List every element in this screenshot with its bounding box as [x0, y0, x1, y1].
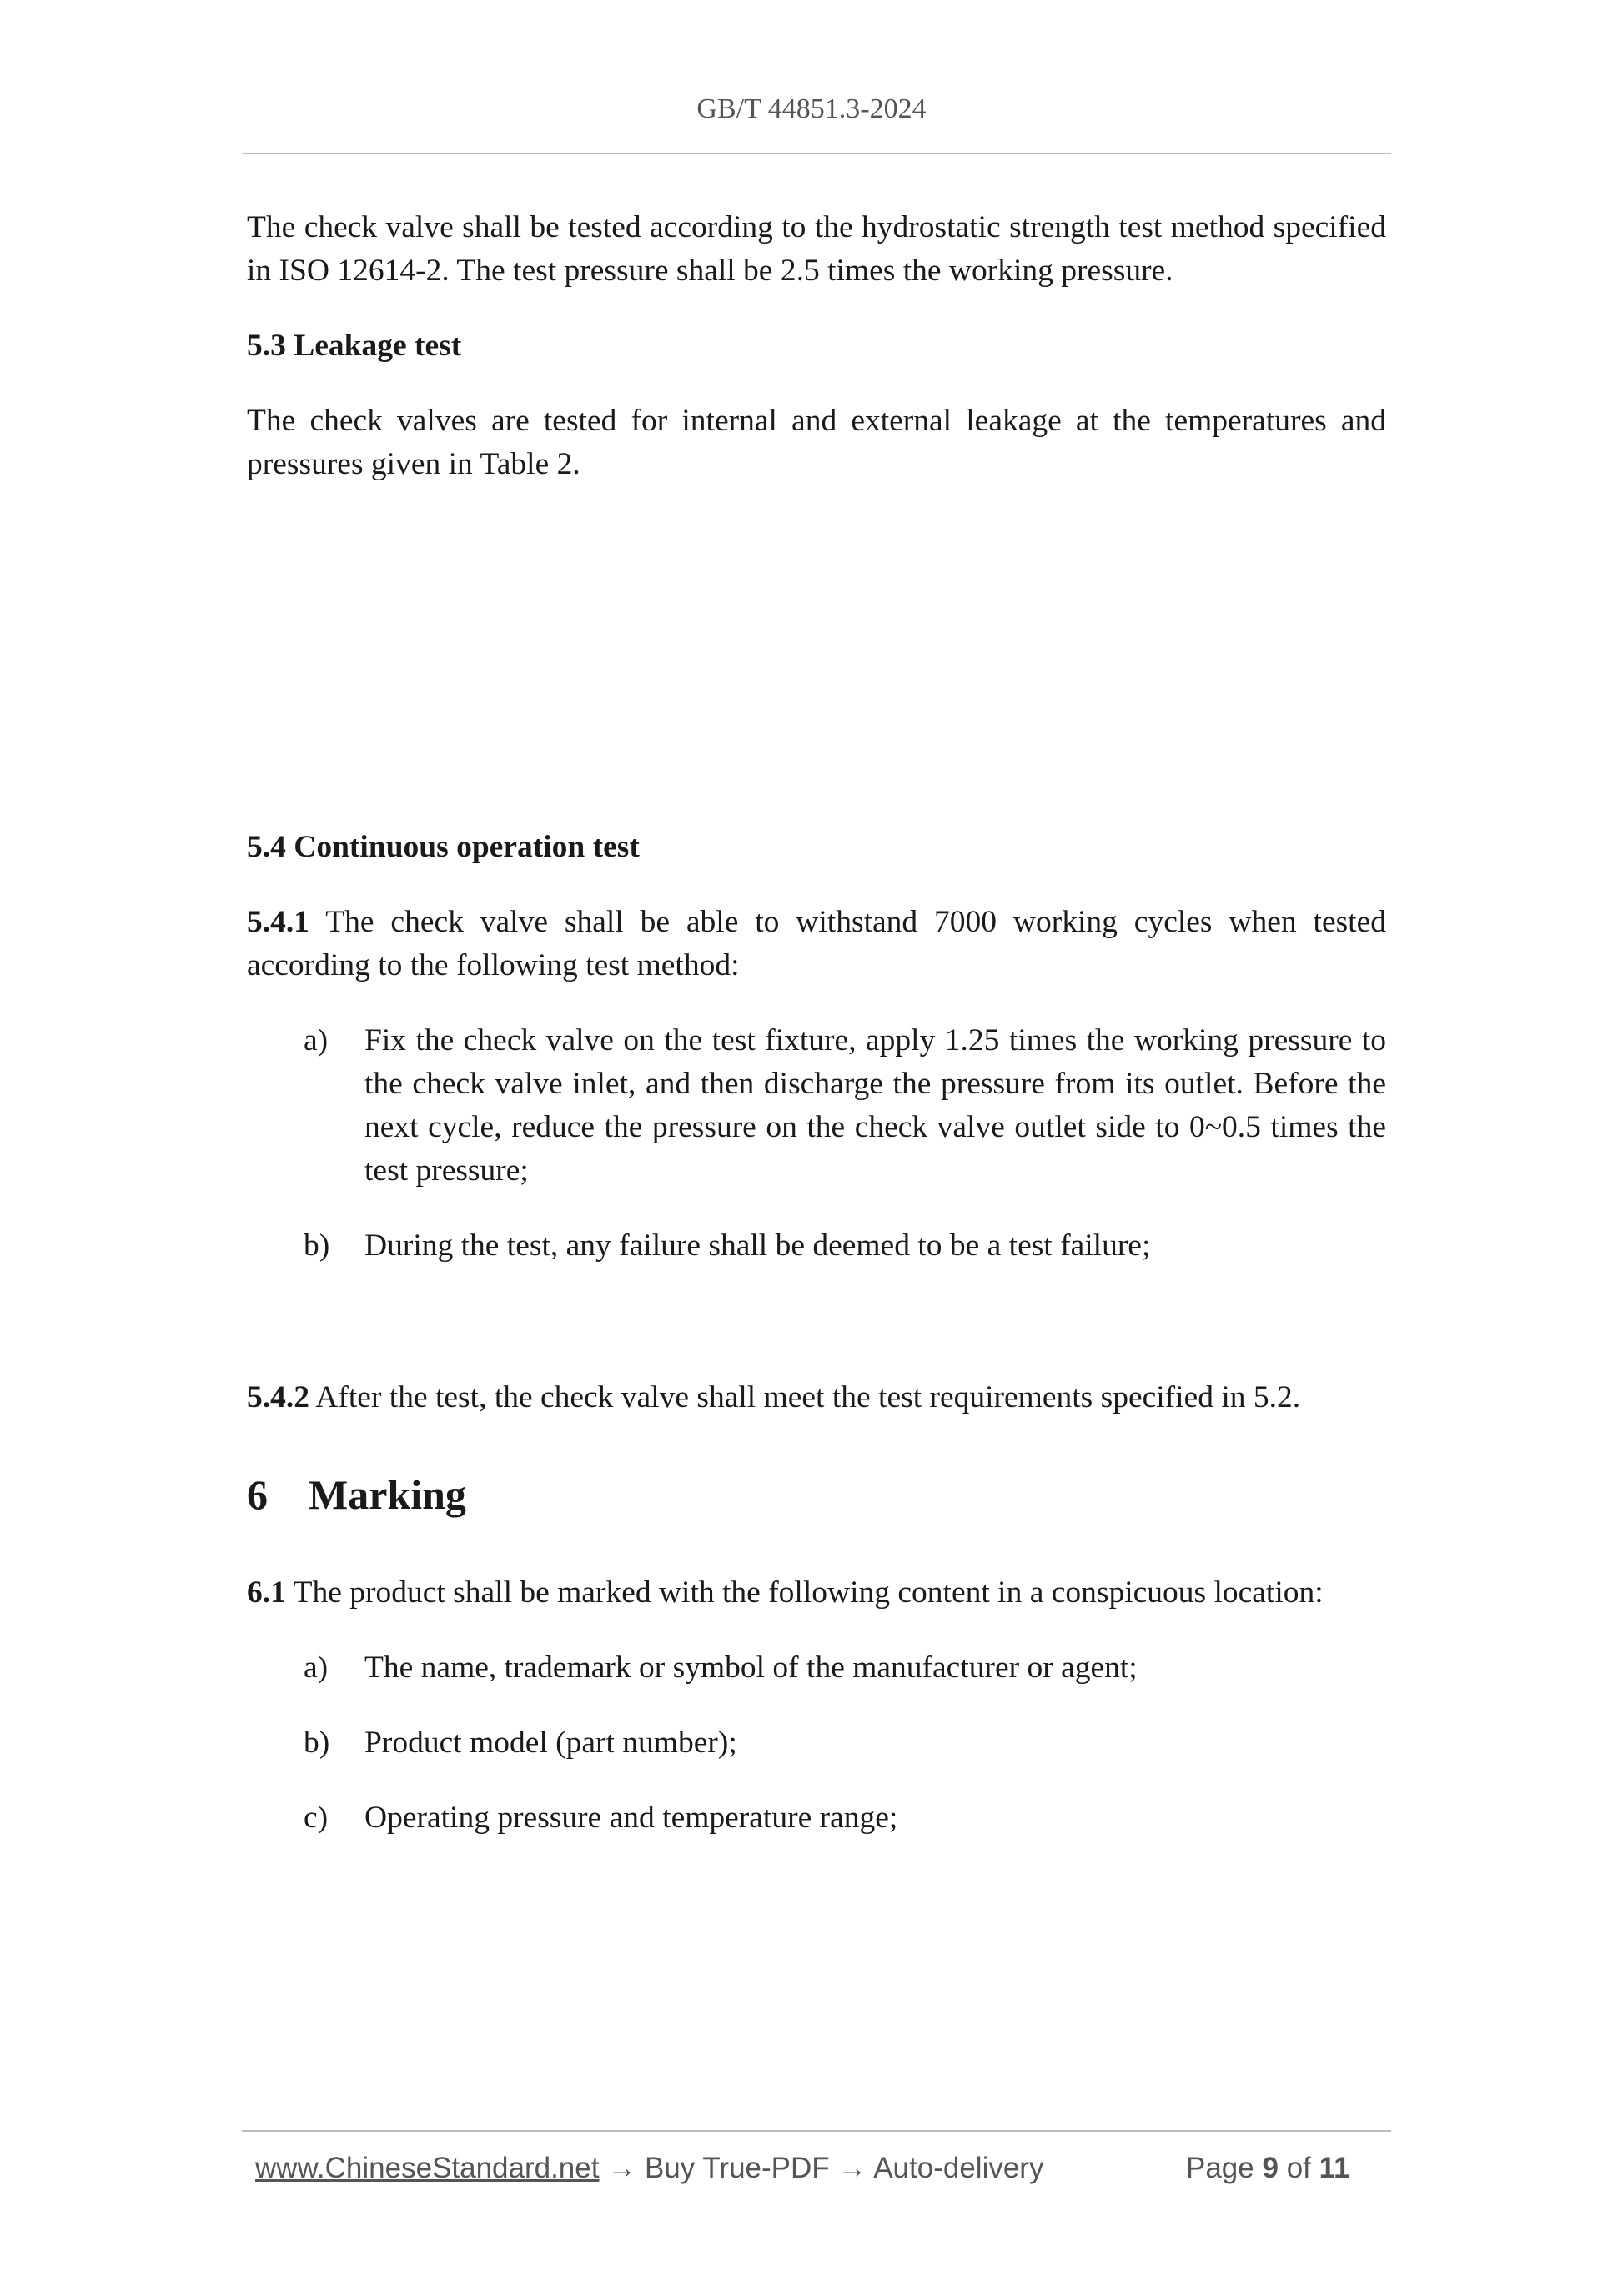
arrow-right-icon: → — [837, 2152, 867, 2184]
list-item — [304, 1646, 1386, 1690]
intro-paragraph: The check valve shall be tested according to the hydrostatic strength test method specified in ISO 12614-2. The test pressure shall be 2.5 times the working pressure. — [247, 210, 1386, 288]
document-id-header: GB/T 44851.3-2024 — [696, 93, 927, 124]
footer-links — [255, 2152, 1043, 2185]
footer-divider — [242, 2130, 1391, 2132]
page-indicator — [1186, 2152, 1350, 2185]
section-6-heading — [247, 1468, 466, 1521]
section-5-3-heading: 5.3 Leakage test — [247, 329, 462, 363]
section-number: 6 — [247, 1471, 268, 1518]
clause-text: The check valve shall be able to withstand 7000 working cycles when tested according to the following test method: — [247, 905, 1386, 982]
list-item — [304, 1796, 1386, 1840]
header-divider — [242, 153, 1391, 154]
section-5-4-heading: 5.4 Continuous operation test — [247, 830, 640, 864]
auto-delivery-text: Auto-delivery — [873, 2152, 1044, 2184]
list-marker: a) — [304, 1650, 329, 1685]
list-item-text: Operating pressure and temperature range; — [364, 1801, 898, 1835]
section-title: Marking — [309, 1471, 466, 1518]
clause-text: After the test, the check valve shall meet the test requirements specified in 5.2. — [309, 1380, 1301, 1414]
list-marker: c) — [304, 1801, 329, 1835]
clause-6-1 — [247, 1571, 1386, 1615]
list-marker: a) — [304, 1023, 329, 1058]
chinesestandard-link[interactable]: www.ChineseStandard.net — [255, 2152, 600, 2184]
list-item-text: Fix the check valve on the test fixture, apply 1.25 times the working pressure to the check valve inlet, and then discharge the pressure from its outlet. Before the next cycle, reduce the pressure on the check valve outlet side to 0~0.5 times the test pressure; — [364, 1023, 1386, 1188]
clause-5-4-2 — [247, 1376, 1386, 1419]
of-label: of — [1286, 2152, 1311, 2184]
list-item — [304, 1721, 1386, 1765]
list-item-text: Product model (part number); — [364, 1726, 737, 1760]
buy-true-pdf-text: Buy True-PDF — [644, 2152, 830, 2184]
clause-number: 6.1 — [247, 1575, 286, 1610]
list-marker: b) — [304, 1228, 330, 1263]
list-item — [304, 1019, 1386, 1193]
clause-text: The product shall be marked with the following content in a conspicuous location: — [285, 1575, 1324, 1610]
list-item-text: The name, trademark or symbol of the manufacturer or agent; — [364, 1650, 1138, 1685]
clause-number: 5.4.1 — [247, 905, 309, 939]
clause-5-4-1 — [247, 901, 1386, 987]
list-item — [304, 1224, 1386, 1268]
list-item-text: During the test, any failure shall be deemed to be a test failure; — [364, 1228, 1151, 1263]
arrow-right-icon: → — [607, 2152, 637, 2184]
list-marker: b) — [304, 1726, 330, 1760]
page-total: 11 — [1319, 2152, 1350, 2184]
section-5-3-paragraph: The check valves are tested for internal and external leakage at the temperatures and pressures given in Table 2. — [247, 404, 1386, 481]
page-label: Page — [1186, 2152, 1254, 2184]
page-number: 9 — [1262, 2152, 1279, 2184]
clause-number: 5.4.2 — [247, 1380, 309, 1414]
